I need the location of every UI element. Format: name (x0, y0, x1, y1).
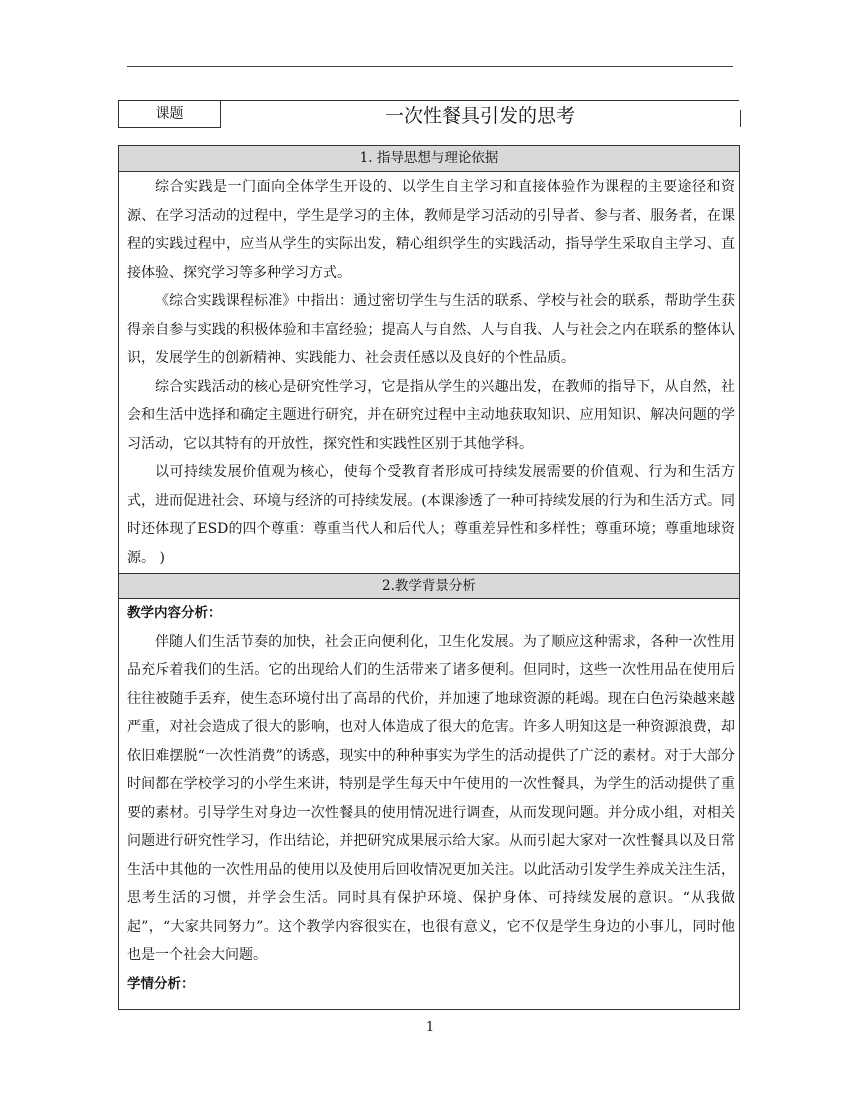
lesson-title-row (118, 100, 741, 127)
section-body-guiding-thought (119, 172, 739, 573)
header-rule (127, 66, 733, 67)
section-heading-teaching-background: 2.教学背景分析 (119, 573, 739, 599)
lesson-plan-table (118, 145, 740, 1010)
lesson-label: 课题 (118, 100, 221, 128)
title-right-border (740, 110, 741, 127)
section-heading-guiding-thought: 1. 指导思想与理论依据 (119, 146, 739, 172)
lesson-title: 一次性餐具引发的思考 (221, 100, 739, 127)
paragraph: 伴随人们生活节奏的加快，社会正向便利化，卫生化发展。为了顺应这种需求，各种一次性用品充斥着我们的生活。它的出现给人们的生活带来了诸多便利。但同时，这些一次性用品在使用后往往被随手丢弃，使生态环境付出了高昂的代价，并加速了地球资源的耗竭。现在白色污染越来越严重，对社会造成了很大的影响，也对人体造成了很大的危害。许多人明知这是一种资源浪费，却依旧难摆脱“一次性消费”的诱惑，现实中的种种事实为学生的活动提供了广泛的素材。对于大部分时间都在学校学习的小学生来讲，特别是学生每天中午使用的一次性餐具，为学生的活动提供了重要的素材。引导学生对身边一次性餐具的使用情况进行调查，从而发现问题。并分成小组，对相关问题进行研究性学习，作出结论，并把研究成果展示给大家。从而引起大家对一次性餐具以及日常生活中其他的一次性用品的使用以及使用后回收情况更加关注。以此活动引发学生养成关注生活，思考生活的习惯，并学会生活。同时具有保护环境、保护身体、可持续发展的意识。“从我做起”，“大家共同努力”。这个教学内容很实在，也很有意义，它不仅是学生身边的小事儿，同时他也是一个社会大问题。 (127, 633, 735, 963)
section-body-teaching-background (119, 599, 739, 998)
paragraph: 综合实践活动的核心是研究性学习，它是指从学生的兴趣出发，在教师的指导下，从自然，社会和生活中选择和确定主题进行研究，并在研究过程中主动地获取知识、应用知识、解决问题的学习活动，它以其特有的开放性，探究性和实践性区别于其他学科。 (127, 378, 735, 452)
subheading-content-analysis: 教学内容分析： (127, 605, 222, 621)
page-number: 1 (425, 1020, 435, 1035)
paragraph: 《综合实践课程标准》中指出：通过密切学生与生活的联系、学校与社会的联系，帮助学生获得亲自参与实践的积极体验和丰富经验；提高人与自然、人与自我、人与社会之内在联系的整体认识，发展学生的创新精神、实践能力、社会责任感以及良好的个性品质。 (127, 293, 735, 366)
paragraph: 以可持续发展价值观为核心，使每个受教育者形成可持续发展需要的价值观、行为和生活方式，进而促进社会、环境与经济的可持续发展。(本课渗透了一种可持续发展的行为和生活方式。同时还体现了ESD的四个尊重：尊重当代人和后代人；尊重差异性和多样性；尊重环境；尊重地球资源。 ) (127, 464, 735, 566)
subheading-student-analysis: 学情分析： (127, 975, 195, 992)
paragraph: 综合实践是一门面向全体学生开设的、以学生自主学习和直接体验作为课程的主要途径和资源、在学习活动的过程中，学生是学习的主体，教师是学习活动的引导者、参与者、服务者，在课程的实践过程中，应当从学生的实际出发，精心组织学生的实践活动，指导学生采取自主学习、直接体验、探究学习等多种学习方式。 (127, 179, 735, 281)
